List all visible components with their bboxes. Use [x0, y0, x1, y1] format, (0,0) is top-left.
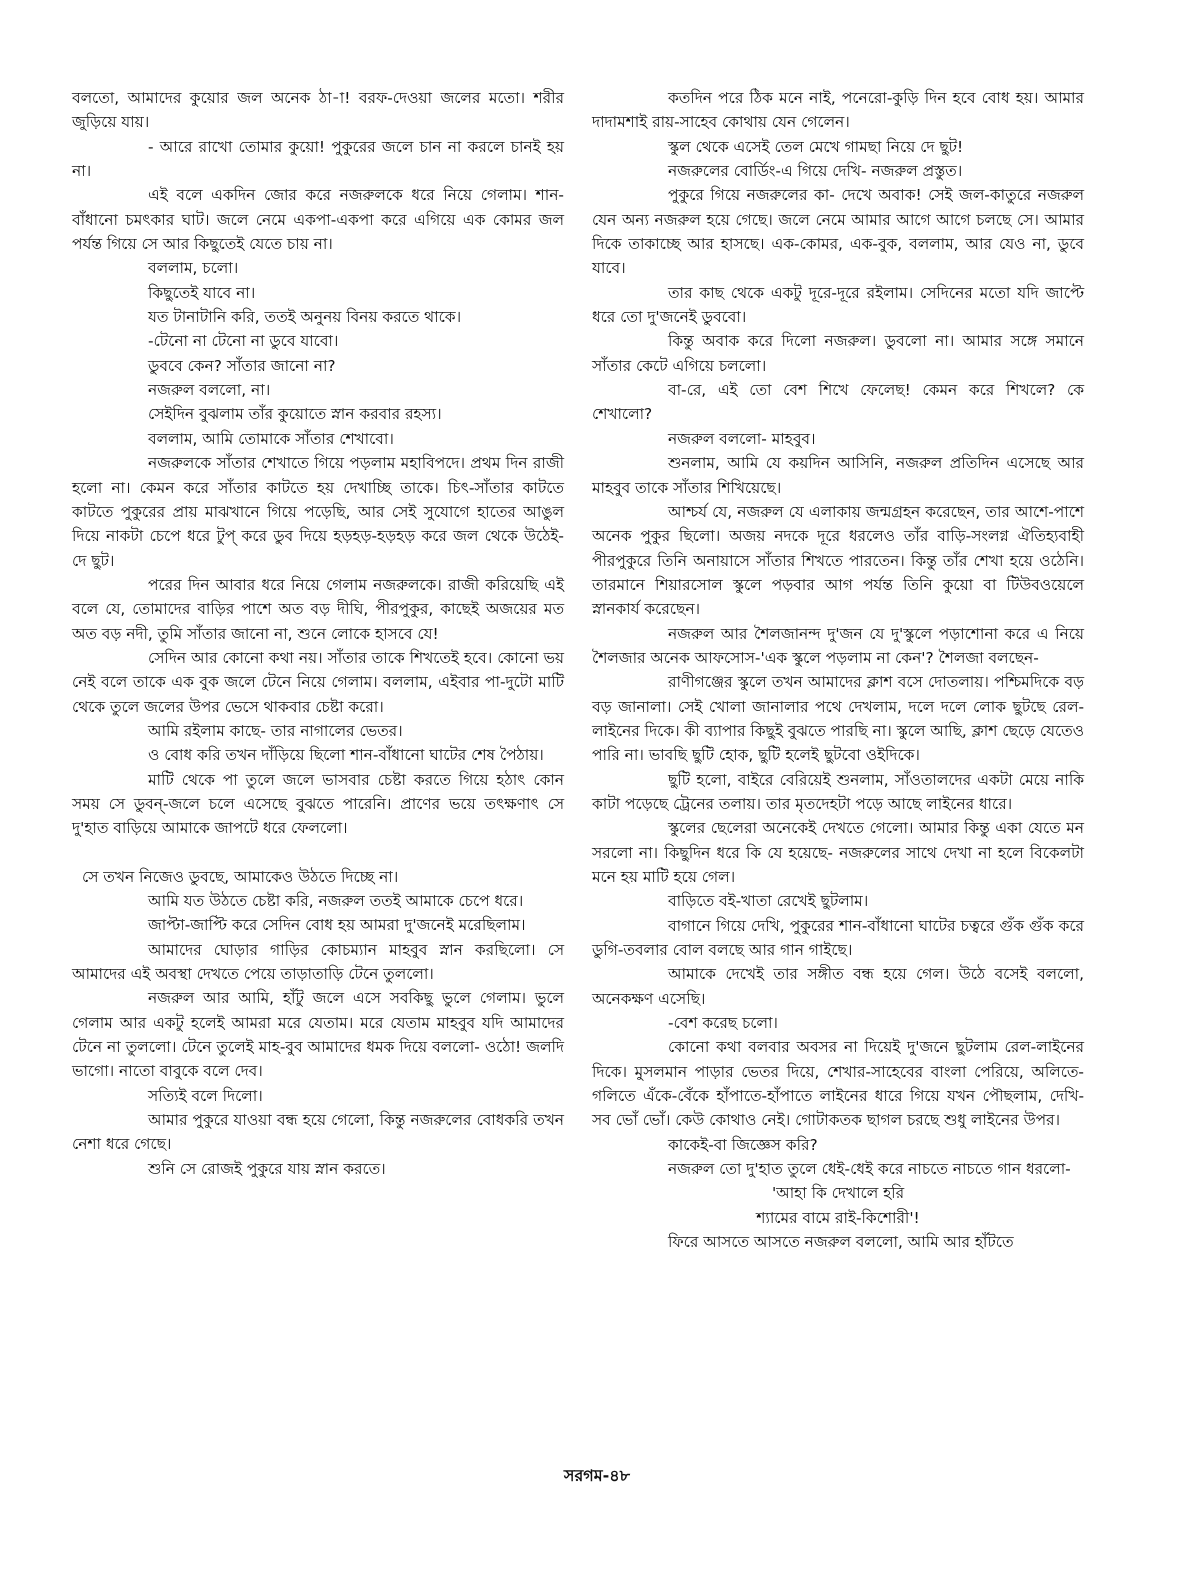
paragraph: স্কুলের ছেলেরা অনেকেই দেখতে গেলো। আমার কিন্তু একা যেতে মন সরলো না। কিছুদিন ধরে কি যে হয়েছে- নজরুলের সাথে দেখা না হলে বিকেলটা মনে হয় মাটি হয়ে গেল। — [592, 819, 1084, 886]
paragraph: -টেনো না টেনো না ডুবে যাবো। — [148, 332, 339, 351]
paragraph-gap — [72, 841, 564, 865]
paragraph: ও বোধ করি তখন দাঁড়িয়ে ছিলো শান-বাঁধানো ঘাটের শেষ পৈঠায়। — [148, 746, 544, 765]
paragraph: বলতো, আমাদের কুয়োর জল অনেক ঠা-া! বরফ-দেওয়া জলের মতো। শরীর জুড়িয়ে যায়। — [72, 89, 564, 132]
paragraph: কিন্তু অবাক করে দিলো নজরুল। ডুবলো না। আমার সঙ্গে সমানে সাঁতার কেটে এগিয়ে চললো। — [592, 332, 1084, 375]
paragraph: আমাদের ঘোড়ার গাড়ির কোচম্যান মাহবুব স্নান করছিলো। সে আমাদের এই অবস্থা দেখতে পেয়ে তাড়াতাড়ি টেনে তুললো। — [72, 940, 564, 984]
paragraph: সত্যিই বলে দিলো। — [148, 1086, 263, 1105]
paragraph: মাটি থেকে পা তুলে জলে ভাসবার চেষ্টা করতে গিয়ে হঠাৎ কোন সময় সে ডুবন্-জলে চলে এসেছে বুঝতে পারেনি। প্রাণের ভয়ে তৎক্ষণাৎ সে দু'হাত বাড়িয়ে আমাকে জাপটে ধরে ফেললো। — [72, 770, 564, 838]
paragraph: কোনো কথা বলবার অবসর না দিয়েই দু'জনে ছুটলাম রেল-লাইনের দিকে। মুসলমান পাড়ার ভেতর দিয়ে, শেখার-সাহেবের বাংলা পেরিয়ে, অলিতে-গলিতে এঁকে-বেঁকে হাঁপাতে-হাঁপাতে লাইনের ধারে গিয়ে যখন পৌছলাম, দেখি- সব ভোঁ ভোঁ। কেউ কোথাও নেই। গোটাকতক ছাগল চরছে শুধু লাইনের উপর। — [592, 1038, 1084, 1130]
paragraph: 'আহা কি দেখালে হরি — [771, 1184, 905, 1203]
paragraph: নজরুল বললো, না। — [148, 381, 271, 400]
paragraph: সেইদিন বুঝলাম তাঁর কুয়োতে স্নান করবার রহস্য। — [148, 405, 442, 424]
paragraph: ফিরে আসতে আসতে নজরুল বললো, আমি আর হাঁটতে — [668, 1233, 1014, 1252]
paragraph: কাকেই-বা জিজ্ঞেস করি? — [668, 1135, 818, 1154]
paragraph: পুকুরে গিয়ে নজরুলের কা- দেখে অবাক! সেই জল-কাতুরে নজরুল যেন অন্য নজরুল হয়ে গেছে। জলে নেমে আমার আগে আগে চলছে সে। আমার দিকে তাকাচ্ছে আর হাসছে। এক-কোমর, এক-বুক, বললাম, আর যেও না, ডুবে যাবে। — [592, 186, 1084, 278]
paragraph: শুনলাম, আমি যে কয়দিন আসিনি, নজরুল প্রতিদিন এসেছে আর মাহবুব তাকে সাঁতার শিখিয়েছে। — [592, 454, 1084, 497]
paragraph: বললাম, চলো। — [148, 259, 239, 278]
paragraph: কিছুতেই যাবে না। — [148, 283, 256, 302]
paragraph: বাগানে গিয়ে দেখি, পুকুরের শান-বাঁধানো ঘাটের চত্বরে গুঁক গুঁক করে ডুগি-তবলার বোল বলছে আর গান গাইছে। — [592, 916, 1084, 960]
paragraph: নজরুল বললো- মাহবুব। — [668, 429, 816, 448]
paragraph: বললাম, আমি তোমাকে সাঁতার শেখাবো। — [148, 429, 394, 448]
paragraph: এই বলে একদিন জোর করে নজরুলকে ধরে নিয়ে গেলাম। শান-বাঁধানো চমৎকার ঘাট। জলে নেমে একপা-একপা করে এগিয়ে এক কোমর জল পর্যন্ত গিয়ে সে আর কিছুতেই যেতে চায় না। — [72, 186, 564, 254]
paragraph: শ্যামের বামে রাই-কিশোরী'! — [756, 1208, 920, 1227]
paragraph: সে তখন নিজেও ডুবছে, আমাকেও উঠতে দিচ্ছে না। — [82, 867, 399, 886]
paragraph: তার কাছ থেকে একটু দূরে-দূরে রইলাম। সেদিনের মতো যদি জাপ্টে ধরে তো দু'জনেই ডুববো। — [592, 283, 1084, 327]
paragraph: রাণীগঞ্জের স্কুলে তখন আমাদের ক্লাশ বসে দোতলায়। পশ্চিমদিকে বড় বড় জানালা। সেই খোলা জানালার পথে দেখলাম, দলে দলে লোক ছুটছে রেল-লাইনের দিকে। কী ব্যাপার কিছুই বুঝতে পারছি না। স্কুলে আছি, ক্লাশ ছেড়ে যেতেও পারি না। ভাবছি ছুটি হোক, ছুটি হলেই ছুটবো ওইদিকে। — [592, 673, 1085, 765]
paragraph: কতদিন পরে ঠিক মনে নাই, পনেরো-কুড়ি দিন হবে বোধ হয়। আমার দাদামশাই রায়-সাহেব কোথায় যেন গেলেন। — [592, 89, 1084, 132]
paragraph: নজরুলের বোর্ডিং-এ গিয়ে দেখি- নজরুল প্রস্তুত। — [668, 162, 963, 181]
paragraph: -বেশ করেছ চলো। — [668, 1014, 778, 1033]
paragraph: সেদিন আর কোনো কথা নয়। সাঁতার তাকে শিখতেই হবে। কোনো ভয় নেই বলে তাকে এক বুক জলে টেনে নিয়ে গেলাম। বললাম, এইবার পা-দুটো মাটি থেকে তুলে জলের উপর ভেসে থাকবার চেষ্টা করো। — [72, 648, 564, 716]
paragraph: আমি রইলাম কাছে- তার নাগালের ভেতর। — [148, 721, 403, 740]
paragraph: - আরে রাখো তোমার কুয়ো! পুকুরের জলে চান না করলে চানই হয় না। — [72, 137, 564, 181]
paragraph: বা-রে, এই তো বেশ শিখে ফেলেছ! কেমন করে শিখলে? কে শেখালো? — [592, 381, 1084, 424]
paragraph: নজরুলকে সাঁতার শেখাতে গিয়ে পড়লাম মহাবিপদে। প্রথম দিন রাজী হলো না। কেমন করে সাঁতার কাটতে হয় দেখাচ্ছি তাকে। চিৎ-সাঁতার কাটতে কাটতে পুকুরের প্রায় মাঝখানে গিয়ে পড়েছি, আর সেই সুযোগে হাতের আঙুল দিয়ে নাকটা চেপে ধরে টুপ্ করে ডুব দিয়ে হড়হড়-হড়হড় করে জল থেকে উঠেই- দে ছুট। — [72, 454, 564, 570]
paragraph: যত টানাটানি করি, ততই অনুনয় বিনয় করতে থাকে। — [148, 308, 462, 327]
paragraph: নজরুল তো দু'হাত তুলে ধেই-ধেই করে নাচতে নাচতে গান ধরলো- — [668, 1160, 1071, 1179]
paragraph: শুনি সে রোজই পুকুরে যায় স্নান করতে। — [148, 1159, 386, 1178]
left-text-column — [72, 86, 564, 1181]
paragraph: জাপ্টা-জাপ্টি করে সেদিন বোধ হয় আমরা দু'জনেই মরেছিলাম। — [148, 916, 526, 935]
paragraph: ডুববে কেন? সাঁতার জানো না? — [148, 356, 336, 375]
paragraph: ছুটি হলো, বাইরে বেরিয়েই শুনলাম, সাঁওতালদের একটা মেয়ে নাকি কাটা পড়েছে ট্রেনের তলায়। তার মৃতদেহটা পড়ে আছে লাইনের ধারে। — [592, 770, 1084, 813]
paragraph: আমার পুকুরে যাওয়া বন্ধ হয়ে গেলো, কিন্তু নজরুলের বোধকরি তখন নেশা ধরে গেছে। — [72, 1111, 564, 1154]
paragraph: নজরুল আর শৈলজানন্দ দু'জন যে দু'স্কুলে পড়াশোনা করে এ নিয়ে শৈলজার অনেক আফসোস-'এক স্কুলে পড়লাম না কেন'? শৈলজা বলছেন- — [592, 624, 1084, 667]
paragraph: আশ্চর্য যে, নজরুল যে এলাকায় জন্মগ্রহন করেছেন, তার আশে-পাশে অনেক পুকুর ছিলো। অজয় নদকে দূরে ধরলেও তাঁর বাড়ি-সংলগ্ন ঐতিহ্যবাহী পীরপুকুরে তিনি অনায়াসে সাঁতার শিখতে পারতেন। কিন্তু তাঁর শেখা হয়ে ওঠেনি। তারমানে শিয়ারসোল স্কুলে পড়বার আগ পর্যন্ত তিনি কুয়ো বা টিউবওয়েলে স্নানকার্য করেছেন। — [592, 502, 1084, 619]
right-text-column — [592, 86, 1084, 1255]
paragraph: আমাকে দেখেই তার সঙ্গীত বন্ধ হয়ে গেল। উঠে বসেই বললো, অনেকক্ষণ এসেছি। — [592, 965, 1084, 1008]
paragraph: আমি যত উঠতে চেষ্টা করি, নজরুল ততই আমাকে চেপে ধরে। — [148, 892, 524, 910]
paragraph: স্কুল থেকে এসেই তেল মেখে গামছা নিয়ে দে ছুট! — [668, 137, 964, 156]
paragraph: নজরুল আর আমি, হাঁটু জলে এসে সবকিছু ভুলে গেলাম। ভুলে গেলাম আর একটু হলেই আমরা মরে যেতাম। মরে যেতাম মাহবুব যদি আমাদের টেনে না তুললো। টেনে তুলেই মাহ-বুব আমাদের ধমক দিয়ে বললো- ওঠো! জলদি ভাগো। নাতো বাবুকে বলে দেব। — [72, 989, 564, 1081]
paragraph: পরের দিন আবার ধরে নিয়ে গেলাম নজরুলকে। রাজী করিয়েছি এই বলে যে, তোমাদের বাড়ির পাশে অত বড় দীঘি, পীরপুকুর, কাছেই অজয়ের মত অত বড় নদী, তুমি সাঁতার জানো না, শুনে লোকে হাসবে যে! — [72, 575, 564, 643]
page-number: সরগম-৪৮ — [563, 1466, 631, 1485]
paragraph: বাড়িতে বই-খাতা রেখেই ছুটলাম। — [668, 892, 869, 911]
